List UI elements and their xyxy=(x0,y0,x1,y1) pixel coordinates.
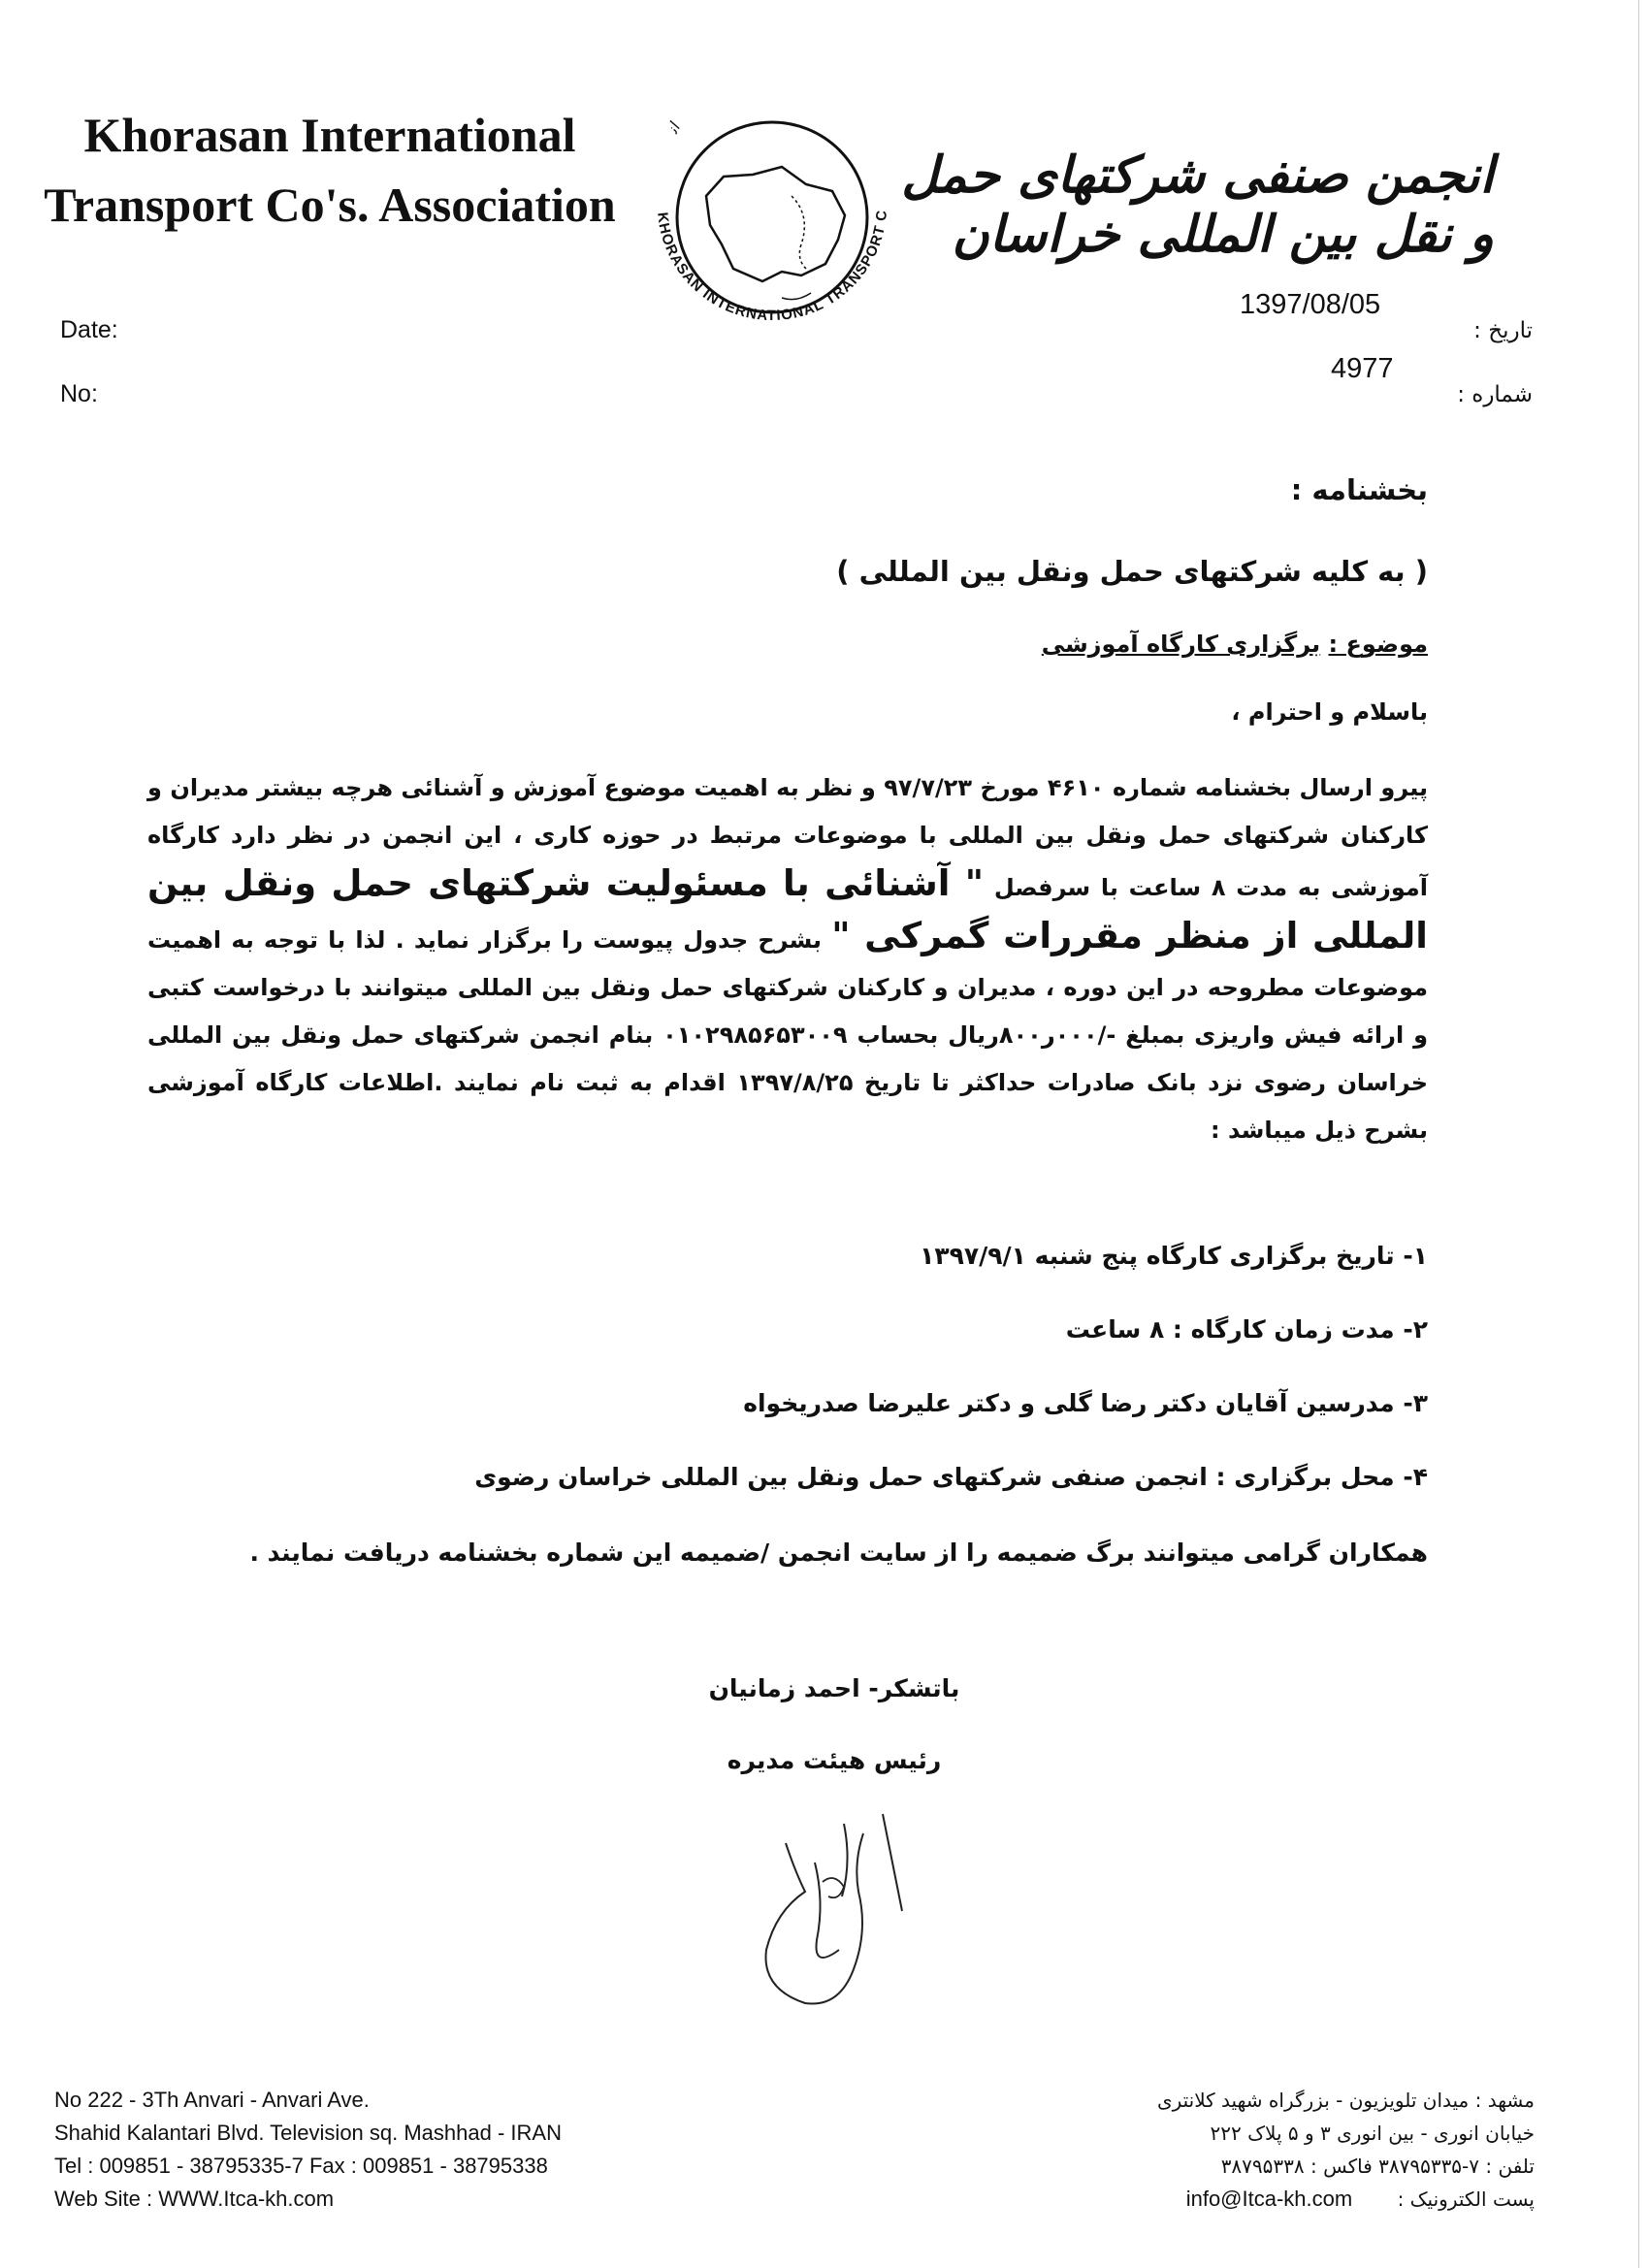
paragraph-part2: بشرح جدول پیوست را برگزار نماید . لذا با توجه به اهمیت موضوعات مطروحه در این دوره ، مدیران و کارکنان شرکتهای حمل ونقل بین المللی میتوانند با درخواست کتبی و ارائه فیش واریزی بمبلغ -/۰۰۰ر۸۰۰ریال بحساب ۰۱۰۲۹۸۵۶۵۳۰۰۹ بنام انجمن شرکتهای حمل ونقل بین المللی خراسان رضوی نزد بانک صادرات حداکثر تا تاریخ ۱۳۹۷/۸/۲۵ اقدام به ثبت نام نمایند .اطلاعات کارگاه آموزشی بشرح ذیل میباشد : xyxy=(147,926,1429,1144)
info-item-location: ۴- محل برگزاری : انجمن صنفی شرکتهای حمل ونقل بین المللی خراسان رضوی xyxy=(474,1463,1428,1491)
closing-note: همکاران گرامی میتوانند برگ ضمیمه را از سایت انجمن /ضمیمه این شماره بخشنامه دریافت نمایند . xyxy=(249,1539,1428,1567)
footer-en-contact xyxy=(54,2084,562,2216)
date-label-fa: تاریخ : xyxy=(1473,318,1533,343)
logo-top-text: ان xyxy=(663,119,684,137)
footer-fa-phone: تلفن : ۷-۳۸۷۹۵۳۳۵ فاکس : ۳۸۷۹۵۳۳۸ xyxy=(1220,2155,1535,2178)
footer-email: info@Itca-kh.com xyxy=(1185,2187,1353,2211)
footer-fa-email-label: پست الکترونیک : xyxy=(1397,2187,1535,2211)
date-value: 1397/08/05 xyxy=(1240,289,1381,320)
no-label-fa: شماره : xyxy=(1457,382,1533,407)
main-paragraph xyxy=(147,764,1428,1154)
subject-line xyxy=(1042,631,1428,658)
footer-fa-email-line xyxy=(1079,2183,1535,2216)
footer-fa-contact xyxy=(1079,2084,1535,2216)
info-item-instructors: ۳- مدرسین آقایان دکتر رضا گلی و دکتر علیرضا صدریخواه xyxy=(743,1389,1428,1417)
date-label-en: Date: xyxy=(60,316,118,343)
handwritten-signature xyxy=(747,1804,922,2018)
subject-label: موضوع : xyxy=(1328,631,1428,658)
info-item-duration: ۲- مدت زمان کارگاه : ۸ ساعت xyxy=(1065,1315,1428,1344)
greeting: باسلام و احترام ، xyxy=(1231,698,1428,726)
footer-en-address2: Shahid Kalantari Blvd. Television sq. Mashhad - IRAN xyxy=(54,2121,562,2145)
paragraph-part1: پیرو ارسال بخشنامه شماره ۴۶۱۰ مورخ ۹۷/۷/۲۳ و نظر به اهمیت موضوع آموزش و آشنائی هرچه بیشتر مدیران و کارکنان شرکتهای حمل ونقل بین المللی با موضوعات مرتبط در حوزه کاری ، این انجمن در نظر دارد کارگاه آموزشی به مدت ۸ ساعت با سرفصل xyxy=(147,774,1429,901)
info-item-date: ۱- تاریخ برگزاری کارگاه پنج شنبه ۱۳۹۷/۹/۱ xyxy=(920,1242,1428,1270)
fa-org-name: انجمن صنفی شرکتهای حمل و نقل بین المللی خراسان xyxy=(901,146,1494,264)
footer-en-address1: No 222 - 3Th Anvari - Anvari Ave. xyxy=(54,2088,370,2112)
en-org-name-line2: Transport Co's. Association xyxy=(44,178,616,232)
footer-en-website: Web Site : WWW.Itca-kh.com xyxy=(54,2187,335,2211)
scan-edge-line xyxy=(1638,0,1639,2268)
no-label-en: No: xyxy=(60,380,98,407)
letter-type: بخشنامه : xyxy=(1290,473,1428,506)
signer-title: رئیس هیئت مدیره xyxy=(727,1746,942,1774)
footer-fa-address1: مشهد : میدان تلویزیون - بزرگراه شهید کلانتری xyxy=(1156,2089,1535,2112)
association-logo-seal xyxy=(617,60,927,351)
en-org-name-line1: Khorasan International xyxy=(83,108,576,162)
footer-fa-address2: خیابان انوری - بین انوری ۳ و ۵ پلاک ۲۲۲ xyxy=(1210,2122,1535,2145)
thanks-line: باتشکر- احمد زمانیان xyxy=(708,1674,960,1702)
svg-text:KHORASAN INTERNATIONAL TRANSPO xyxy=(617,60,890,324)
subject-text: برگزاری کارگاه آموزشی xyxy=(1041,631,1321,658)
footer-en-phone: Tel : 009851 - 38795335-7 Fax : 009851 - 38795338 xyxy=(54,2154,548,2178)
recipient-line: ( به کلیه شرکتهای حمل ونقل بین المللی ) xyxy=(836,555,1428,588)
logo-ring-text: KHORASAN INTERNATIONAL TRANSPORT C xyxy=(654,209,891,325)
no-value: 4977 xyxy=(1331,353,1394,384)
svg-text:انجمن صنفی شرکتهای حمل و نقل ب xyxy=(617,60,685,137)
workshop-title-highlight: " آشنائی با مسئولیت شرکتهای حمل ونقل بین المللی از منظر مقررات گمرکی " xyxy=(147,862,1428,956)
